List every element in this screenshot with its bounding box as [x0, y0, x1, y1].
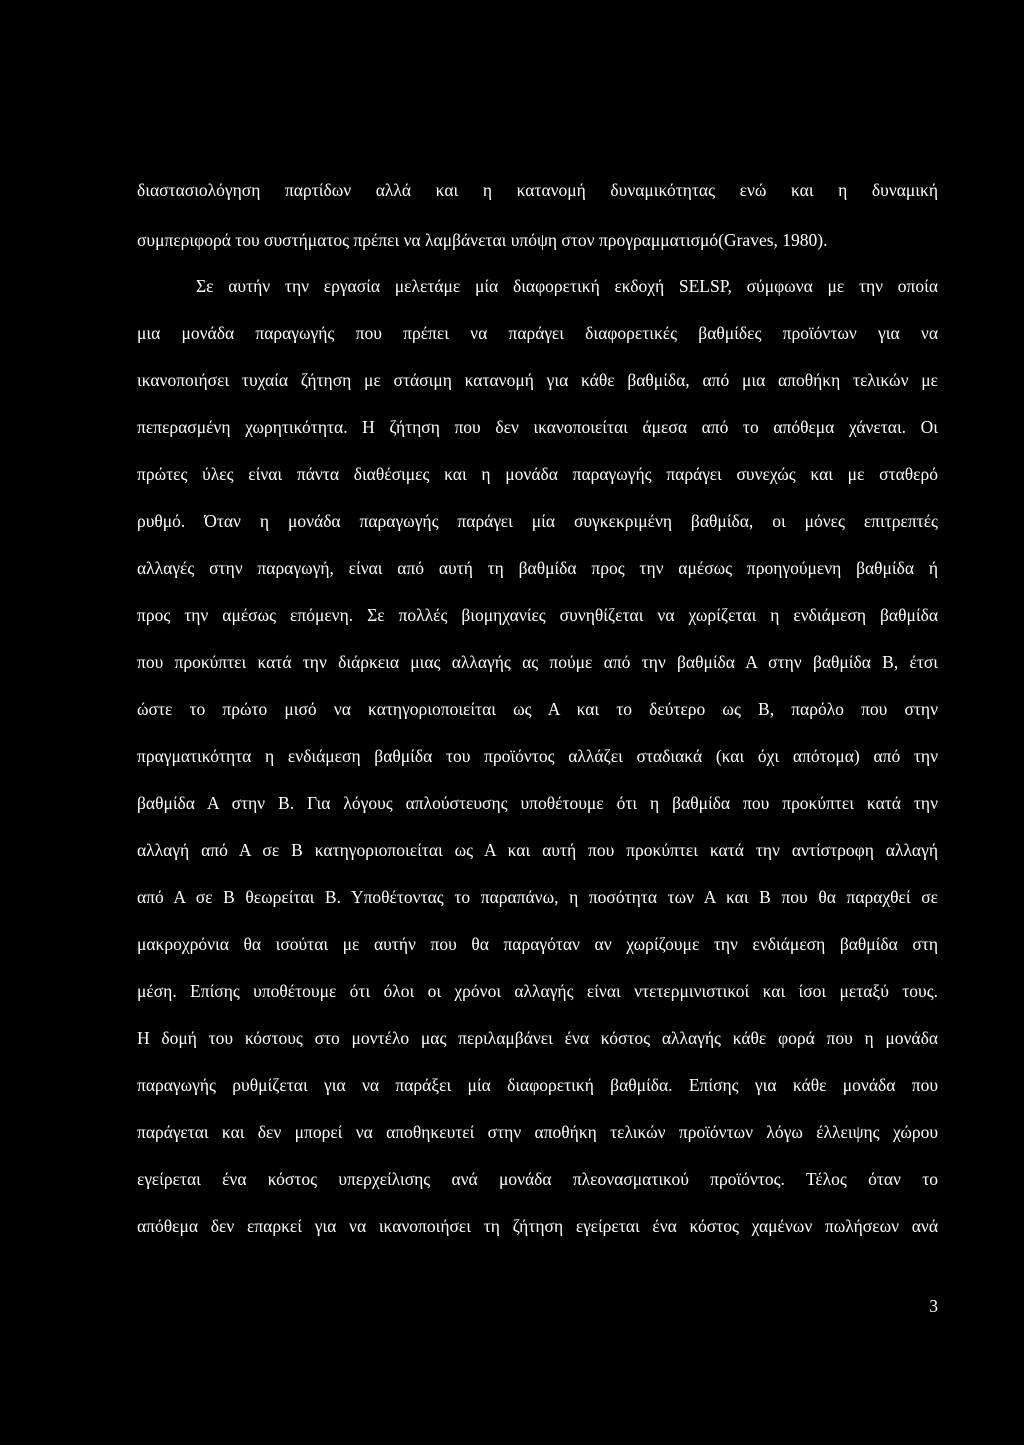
text-line: Σε αυτήν την εργασία μελετάμε μία διαφορετική εκδοχή SELSP, σύμφωνα με την οποία: [196, 276, 938, 296]
text-line: πραγματικότητα η ενδιάμεση βαθμίδα του προϊόντος αλλάζει σταδιακά (και όχι απότομα) από την: [137, 746, 938, 766]
page-number: 3: [929, 1296, 938, 1316]
text-line: αλλαγές στην παραγωγή, είναι από αυτή τη βαθμίδα προς την αμέσως προηγούμενη βαθμίδα ή: [137, 558, 938, 578]
text-line: μακροχρόνια θα ισούται με αυτήν που θα παραγόταν αν χωρίζουμε την ενδιάμεση βαθμίδα στη: [137, 934, 938, 954]
text-line: απόθεμα δεν επαρκεί για να ικανοποιήσει τη ζήτηση εγείρεται ένα κόστος χαμένων πωλήσεων ανά: [137, 1216, 938, 1236]
text-line: αλλαγή από Α σε Β κατηγοριοποιείται ως Α και αυτή που προκύπτει κατά την αντίστροφη αλλαγή: [137, 840, 938, 860]
text-line: προς την αμέσως επόμενη. Σε πολλές βιομηχανίες συνηθίζεται να χωρίζεται η ενδιάμεση βαθμίδα: [137, 605, 938, 625]
text-line: ώστε το πρώτο μισό να κατηγοριοποιείται ως Α και το δεύτερο ως Β, παρόλο που στην: [137, 699, 938, 719]
text-line: μέση. Επίσης υποθέτουμε ότι όλοι οι χρόνοι αλλαγής είναι ντετερμινιστικοί και ίσοι μεταξύ τους.: [137, 981, 938, 1001]
text-line: παράγεται και δεν μπορεί να αποθηκευτεί στην αποθήκη τελικών προϊόντων λόγω έλλειψης χώρου: [137, 1122, 938, 1142]
text-line: βαθμίδα Α στην Β. Για λόγους απλούστευσης υποθέτουμε ότι η βαθμίδα που προκύπτει κατά την: [137, 793, 938, 813]
text-line: πρώτες ύλες είναι πάντα διαθέσιμες και η μονάδα παραγωγής παράγει συνεχώς και με σταθερό: [137, 464, 938, 484]
text-line: πεπερασμένη χωρητικότητα. Η ζήτηση που δεν ικανοποιείται άμεσα από το απόθεμα χάνεται. Οι: [137, 417, 938, 437]
text-line: που προκύπτει κατά την διάρκεια μιας αλλαγής ας πούμε από την βαθμίδα Α στην βαθμίδα Β, έτσι: [137, 652, 938, 672]
text-line: ικανοποιήσει τυχαία ζήτηση με στάσιμη κατανομή για κάθε βαθμίδα, από μια αποθήκη τελικών με: [137, 370, 938, 390]
text-line: από Α σε Β θεωρείται Β. Υποθέτοντας το παραπάνω, η ποσότητα των Α και Β που θα παραχθεί σε: [137, 887, 938, 907]
text-line: συμπεριφορά του συστήματος πρέπει να λαμβάνεται υπόψη στον προγραμματισμό(Graves, 1980).: [137, 230, 828, 250]
text-line: διαστασιολόγηση παρτίδων αλλά και η κατανομή δυναμικότητας ενώ και η δυναμική: [137, 180, 938, 200]
text-line: ρυθμό. Όταν η μονάδα παραγωγής παράγει μία συγκεκριμένη βαθμίδα, οι μόνες επιτρεπτές: [137, 511, 938, 531]
text-line: παραγωγής ρυθμίζεται για να παράξει μία διαφορετική βαθμίδα. Επίσης για κάθε μονάδα που: [137, 1075, 938, 1095]
text-line: εγείρεται ένα κόστος υπερχείλισης ανά μονάδα πλεονασματικού προϊόντος. Τέλος όταν το: [137, 1169, 938, 1189]
text-line: Η δομή του κόστους στο μοντέλο μας περιλαμβάνει ένα κόστος αλλαγής κάθε φορά που η μονάδα: [137, 1028, 938, 1048]
text-line: μια μονάδα παραγωγής που πρέπει να παράγει διαφορετικές βαθμίδες προϊόντων για να: [137, 323, 938, 343]
